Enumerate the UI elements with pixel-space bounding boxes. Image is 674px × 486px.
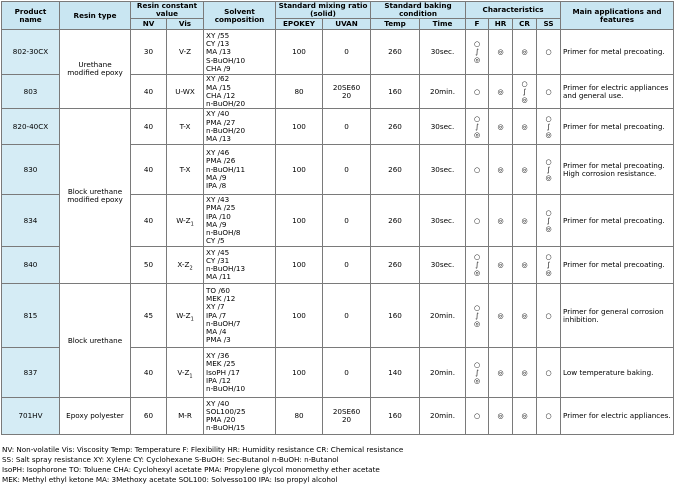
uvan-cell bbox=[323, 109, 371, 145]
rating-mark: ◎ bbox=[497, 122, 504, 131]
application-line: Primer for metal precoating. bbox=[563, 160, 665, 170]
f-rating-cell bbox=[466, 195, 489, 247]
f-rating-cell bbox=[466, 398, 489, 435]
solvent-line: XY /45 bbox=[206, 247, 230, 257]
resin-type-cell: Block urethane modified epoxy bbox=[60, 109, 131, 284]
solvent-line: MA /9 bbox=[206, 219, 227, 229]
solvent-line: MA /9 bbox=[206, 172, 227, 182]
solvent-line: IPA /12 bbox=[206, 375, 231, 385]
rating-mark: ○ bbox=[473, 165, 481, 174]
epokey-cell: 100 bbox=[276, 30, 323, 75]
application-cell bbox=[561, 109, 674, 145]
rating-mark: ○ bbox=[545, 368, 552, 377]
rating-mark: ○ bbox=[545, 48, 552, 57]
solvent-line: PMA /20 bbox=[206, 415, 236, 425]
solvent-cell bbox=[204, 30, 276, 75]
header-vis: Vis bbox=[167, 19, 204, 30]
header-solvent: Solvent composition bbox=[204, 2, 276, 30]
ss-rating-cell bbox=[537, 30, 561, 75]
temp-cell: 260 bbox=[371, 195, 420, 247]
time-cell: 30sec. bbox=[420, 247, 466, 284]
temp-cell: 160 bbox=[371, 398, 420, 435]
abbreviation-notes bbox=[2, 445, 403, 485]
rating-mark: ∫ bbox=[546, 261, 551, 270]
ss-rating-cell bbox=[537, 247, 561, 284]
solvent-line: n-BuOH/10 bbox=[206, 384, 246, 394]
rating-mark: ○ bbox=[521, 79, 528, 88]
rating-mark: ◎ bbox=[497, 165, 504, 174]
vis-cell bbox=[167, 109, 204, 145]
rating-mark: ◎ bbox=[497, 311, 504, 320]
ss-rating-cell bbox=[537, 75, 561, 109]
vis-value: M-R bbox=[178, 411, 192, 421]
solvent-line: n-BuOH/8 bbox=[206, 227, 241, 237]
rating-mark: ◎ bbox=[545, 130, 552, 139]
time-cell: 30sec. bbox=[420, 145, 466, 195]
application-line: Low temperature baking. bbox=[563, 367, 654, 377]
resin-type-cell: Urethane modified epoxy bbox=[60, 30, 131, 109]
solvent-line: MA /13 bbox=[206, 47, 231, 57]
temp-cell: 260 bbox=[371, 109, 420, 145]
cr-rating-cell bbox=[513, 75, 537, 109]
product-spec-table bbox=[1, 1, 674, 435]
vis-value: X-Z bbox=[177, 260, 190, 270]
uvan-line: 20 bbox=[341, 90, 352, 100]
solvent-line: XY /55 bbox=[206, 30, 230, 40]
hr-rating-cell bbox=[489, 247, 513, 284]
solvent-line: CY /5 bbox=[206, 236, 225, 246]
vis-cell bbox=[167, 348, 204, 398]
vis-cell bbox=[167, 398, 204, 435]
note-line: NV: Non-volatile Vis: Viscosity Temp: Temperature F: Flexibility HR: Humidity resistance CR: Chemical resistance bbox=[2, 445, 404, 454]
rating-mark: ○ bbox=[473, 412, 481, 421]
rating-mark: ◎ bbox=[521, 95, 528, 104]
header-ss: SS bbox=[537, 19, 561, 30]
application-cell bbox=[561, 145, 674, 195]
rating-mark: ○ bbox=[545, 412, 552, 421]
nv-cell: 40 bbox=[131, 145, 167, 195]
rating-mark: ◎ bbox=[473, 56, 481, 65]
vis-subscript: 2 bbox=[189, 265, 193, 272]
time-cell: 30sec. bbox=[420, 195, 466, 247]
rating-mark: ◎ bbox=[497, 261, 504, 270]
epokey-cell: 80 bbox=[276, 398, 323, 435]
hr-rating-cell bbox=[489, 75, 513, 109]
uvan-line: 0 bbox=[344, 367, 349, 377]
table-row bbox=[2, 398, 674, 435]
header-applications: Main applications and features bbox=[561, 2, 674, 30]
solvent-cell bbox=[204, 145, 276, 195]
vis-cell bbox=[167, 30, 204, 75]
rating-mark: ○ bbox=[473, 40, 481, 49]
f-rating-cell bbox=[466, 109, 489, 145]
uvan-line: 0 bbox=[344, 164, 349, 174]
application-cell bbox=[561, 75, 674, 109]
uvan-line: 0 bbox=[344, 47, 349, 57]
application-line: Primer for metal precoating. bbox=[563, 121, 665, 131]
time-cell: 20min. bbox=[420, 348, 466, 398]
application-line: Primer for general corrosion bbox=[563, 306, 664, 316]
rating-mark: ○ bbox=[473, 253, 481, 262]
epokey-cell: 100 bbox=[276, 284, 323, 348]
rating-mark: ◎ bbox=[497, 216, 504, 225]
solvent-line: XY /40 bbox=[206, 109, 230, 119]
vis-value: U-WX bbox=[175, 86, 195, 96]
header-resin-type: Resin type bbox=[60, 2, 131, 30]
vis-subscript: 1 bbox=[190, 316, 194, 323]
rating-mark: ◎ bbox=[473, 319, 481, 328]
uvan-line: 20SE60 bbox=[332, 407, 361, 417]
vis-value: W-Z bbox=[176, 310, 191, 320]
vis-value: W-Z bbox=[176, 215, 191, 225]
application-line: inhibition. bbox=[563, 314, 599, 324]
f-rating-cell bbox=[466, 145, 489, 195]
cr-rating-cell bbox=[513, 398, 537, 435]
uvan-line: 0 bbox=[344, 260, 349, 270]
solvent-line: n-BuOH/13 bbox=[206, 264, 246, 274]
rating-mark: ∫ bbox=[475, 368, 479, 377]
ss-rating-cell bbox=[537, 195, 561, 247]
uvan-line: 0 bbox=[344, 215, 349, 225]
product-name-cell: 803 bbox=[2, 75, 60, 109]
solvent-line: XY /36 bbox=[206, 351, 230, 361]
vis-subscript: 1 bbox=[189, 373, 193, 380]
solvent-line: IPA /10 bbox=[206, 211, 231, 221]
hr-rating-cell bbox=[489, 195, 513, 247]
epokey-cell: 80 bbox=[276, 75, 323, 109]
vis-cell bbox=[167, 145, 204, 195]
vis-cell bbox=[167, 75, 204, 109]
time-cell: 30sec. bbox=[420, 109, 466, 145]
application-line: and general use. bbox=[563, 90, 624, 100]
rating-mark: ○ bbox=[473, 360, 481, 369]
application-line: High corrosion resistance. bbox=[563, 168, 657, 178]
rating-mark: ◎ bbox=[521, 311, 528, 320]
cr-rating-cell bbox=[513, 145, 537, 195]
note-line: SS: Salt spray resistance XY: Xylene CY: Cyclohexane S-BuOH: Sec-Butanol n-BuOH: n-Butanol bbox=[2, 454, 339, 464]
application-cell bbox=[561, 284, 674, 348]
rating-mark: ◎ bbox=[473, 376, 481, 385]
solvent-line: PMA /3 bbox=[206, 335, 231, 345]
rating-mark: ◎ bbox=[521, 368, 528, 377]
vis-cell bbox=[167, 284, 204, 348]
header-epokey: EPOKEY bbox=[276, 19, 323, 30]
solvent-cell bbox=[204, 109, 276, 145]
rating-mark: ◎ bbox=[521, 216, 528, 225]
solvent-line: IPA /7 bbox=[206, 310, 227, 320]
application-line: Primer for metal precoating. bbox=[563, 215, 665, 225]
rating-mark: ◎ bbox=[521, 165, 528, 174]
rating-mark: ○ bbox=[545, 208, 552, 217]
solvent-line: XY /62 bbox=[206, 74, 230, 84]
header-product-name: Product name bbox=[2, 2, 60, 30]
solvent-line: PMA /25 bbox=[206, 203, 236, 213]
f-rating-cell bbox=[466, 75, 489, 109]
uvan-line: 20 bbox=[341, 415, 352, 425]
uvan-line: 20SE60 bbox=[332, 82, 361, 92]
rating-mark: ◎ bbox=[473, 130, 481, 139]
hr-rating-cell bbox=[489, 30, 513, 75]
table-body bbox=[2, 30, 674, 435]
solvent-line: PMA /26 bbox=[206, 156, 236, 166]
header-characteristics: Characteristics bbox=[466, 2, 561, 19]
solvent-line: n-BuOH/15 bbox=[206, 423, 246, 433]
f-rating-cell bbox=[466, 348, 489, 398]
uvan-cell bbox=[323, 398, 371, 435]
solvent-line: XY /46 bbox=[206, 148, 230, 158]
uvan-line: 0 bbox=[344, 121, 349, 131]
rating-mark: ∫ bbox=[546, 216, 551, 225]
header-time: Time bbox=[420, 19, 466, 30]
rating-mark: ○ bbox=[473, 114, 481, 123]
hr-rating-cell bbox=[489, 145, 513, 195]
table-row bbox=[2, 30, 674, 75]
temp-cell: 260 bbox=[371, 145, 420, 195]
nv-cell: 50 bbox=[131, 247, 167, 284]
rating-mark: ∫ bbox=[546, 165, 551, 174]
rating-mark: ○ bbox=[545, 311, 552, 320]
nv-cell: 40 bbox=[131, 109, 167, 145]
header-cr: CR bbox=[513, 19, 537, 30]
rating-mark: ○ bbox=[473, 216, 481, 225]
vis-value: T-X bbox=[179, 121, 191, 131]
solvent-line: XY /43 bbox=[206, 195, 230, 205]
uvan-cell bbox=[323, 145, 371, 195]
solvent-line: CY /13 bbox=[206, 39, 230, 49]
product-name-cell: 820-40CX bbox=[2, 109, 60, 145]
resin-type-cell: Block urethane bbox=[60, 284, 131, 398]
epokey-cell: 100 bbox=[276, 195, 323, 247]
solvent-line: S-BuOH/10 bbox=[206, 55, 246, 65]
application-cell bbox=[561, 398, 674, 435]
solvent-cell bbox=[204, 348, 276, 398]
solvent-line: n-BuOH/11 bbox=[206, 164, 246, 174]
application-line: Primer for electric appliances. bbox=[563, 411, 671, 421]
rating-mark: ◎ bbox=[497, 48, 504, 57]
header-hr: HR bbox=[489, 19, 513, 30]
cr-rating-cell bbox=[513, 348, 537, 398]
rating-mark: ∫ bbox=[475, 261, 479, 270]
solvent-line: n-BuOH/7 bbox=[206, 318, 241, 328]
f-rating-cell bbox=[466, 247, 489, 284]
rating-mark: ◎ bbox=[521, 412, 528, 421]
table-row bbox=[2, 109, 674, 145]
rating-mark: ○ bbox=[545, 87, 552, 96]
epokey-cell: 100 bbox=[276, 348, 323, 398]
rating-mark: ◎ bbox=[521, 122, 528, 131]
rating-mark: ◎ bbox=[521, 48, 528, 57]
vis-subscript: 1 bbox=[190, 221, 194, 228]
resin-type-cell: Epoxy polyester bbox=[60, 398, 131, 435]
header-row-1 bbox=[2, 2, 674, 19]
cr-rating-cell bbox=[513, 284, 537, 348]
uvan-cell bbox=[323, 195, 371, 247]
temp-cell: 140 bbox=[371, 348, 420, 398]
header-resin-constant: Resin constant value bbox=[131, 2, 204, 19]
solvent-line: IsoPH /17 bbox=[206, 367, 240, 377]
rating-mark: ◎ bbox=[545, 224, 552, 233]
uvan-cell bbox=[323, 348, 371, 398]
rating-mark: ○ bbox=[473, 303, 481, 312]
rating-mark: ◎ bbox=[545, 173, 552, 182]
epokey-cell: 100 bbox=[276, 109, 323, 145]
solvent-line: MA /15 bbox=[206, 82, 231, 92]
f-rating-cell bbox=[466, 284, 489, 348]
table-row bbox=[2, 284, 674, 348]
nv-cell: 40 bbox=[131, 195, 167, 247]
solvent-line: n-BuOH/20 bbox=[206, 125, 246, 135]
application-line: Primer for metal precoating. bbox=[563, 260, 665, 270]
solvent-line: MEK /25 bbox=[206, 359, 236, 369]
solvent-line: MEK /12 bbox=[206, 294, 236, 304]
uvan-cell bbox=[323, 247, 371, 284]
product-name-cell: 834 bbox=[2, 195, 60, 247]
solvent-line: MA /4 bbox=[206, 327, 227, 337]
cr-rating-cell bbox=[513, 247, 537, 284]
nv-cell: 40 bbox=[131, 348, 167, 398]
application-cell bbox=[561, 30, 674, 75]
rating-mark: ◎ bbox=[545, 269, 552, 278]
hr-rating-cell bbox=[489, 284, 513, 348]
ss-rating-cell bbox=[537, 284, 561, 348]
rating-mark: ∫ bbox=[475, 311, 479, 320]
rating-mark: ∫ bbox=[475, 48, 479, 57]
time-cell: 20min. bbox=[420, 75, 466, 109]
solvent-line: MA /13 bbox=[206, 133, 231, 143]
header-uvan: UVAN bbox=[323, 19, 371, 30]
rating-mark: ◎ bbox=[473, 269, 481, 278]
solvent-cell bbox=[204, 195, 276, 247]
rating-mark: ◎ bbox=[497, 412, 504, 421]
note-line: IsoPH: Isophorone TO: Toluene CHA: Cyclohexyl acetate PMA: Propylene glycol monomethy ether acetate bbox=[2, 464, 380, 474]
temp-cell: 160 bbox=[371, 284, 420, 348]
application-line: Primer for electric appliances bbox=[563, 82, 669, 92]
solvent-line: SOL100/25 bbox=[206, 407, 246, 417]
cr-rating-cell bbox=[513, 30, 537, 75]
epokey-cell: 100 bbox=[276, 247, 323, 284]
product-name-cell: 840 bbox=[2, 247, 60, 284]
solvent-cell bbox=[204, 75, 276, 109]
rating-mark: ◎ bbox=[497, 368, 504, 377]
uvan-cell bbox=[323, 75, 371, 109]
note-line: MEK: Methyl ethyl ketone MA: 3Methoxy acetate SOL100: Solvesso100 IPA: Iso propyl alcohol bbox=[2, 474, 338, 484]
hr-rating-cell bbox=[489, 109, 513, 145]
product-name-cell: 701HV bbox=[2, 398, 60, 435]
solvent-line: PMA /27 bbox=[206, 117, 236, 127]
product-name-cell: 837 bbox=[2, 348, 60, 398]
rating-mark: ∫ bbox=[522, 87, 527, 96]
solvent-line: n-BuOH/20 bbox=[206, 99, 246, 109]
rating-mark: ◎ bbox=[497, 87, 504, 96]
vis-value: V-Z bbox=[179, 47, 192, 57]
cr-rating-cell bbox=[513, 109, 537, 145]
hr-rating-cell bbox=[489, 348, 513, 398]
solvent-cell bbox=[204, 398, 276, 435]
nv-cell: 30 bbox=[131, 30, 167, 75]
temp-cell: 260 bbox=[371, 247, 420, 284]
ss-rating-cell bbox=[537, 145, 561, 195]
nv-cell: 40 bbox=[131, 75, 167, 109]
header-baking: Standard baking condition bbox=[371, 2, 466, 19]
hr-rating-cell bbox=[489, 398, 513, 435]
solvent-cell bbox=[204, 247, 276, 284]
solvent-line: CY /31 bbox=[206, 256, 230, 266]
vis-cell bbox=[167, 195, 204, 247]
solvent-line: XY /40 bbox=[206, 398, 230, 408]
header-mixing: Standard mixing ratio (solid) bbox=[276, 2, 371, 19]
rating-mark: ○ bbox=[473, 87, 481, 96]
product-name-cell: 830 bbox=[2, 145, 60, 195]
vis-value: T-X bbox=[179, 164, 191, 174]
time-cell: 20min. bbox=[420, 398, 466, 435]
ss-rating-cell bbox=[537, 109, 561, 145]
temp-cell: 160 bbox=[371, 75, 420, 109]
rating-mark: ∫ bbox=[475, 122, 479, 131]
nv-cell: 45 bbox=[131, 284, 167, 348]
rating-mark: ○ bbox=[545, 157, 552, 166]
header-temp: Temp bbox=[371, 19, 420, 30]
rating-mark: ∫ bbox=[546, 122, 551, 131]
header-f: F bbox=[466, 19, 489, 30]
product-name-cell: 815 bbox=[2, 284, 60, 348]
application-cell bbox=[561, 195, 674, 247]
header-nv: NV bbox=[131, 19, 167, 30]
epokey-cell: 100 bbox=[276, 145, 323, 195]
ss-rating-cell bbox=[537, 398, 561, 435]
rating-mark: ○ bbox=[545, 253, 552, 262]
rating-mark: ◎ bbox=[521, 261, 528, 270]
solvent-cell bbox=[204, 284, 276, 348]
solvent-line: CHA /12 bbox=[206, 90, 236, 100]
vis-cell bbox=[167, 247, 204, 284]
cr-rating-cell bbox=[513, 195, 537, 247]
nv-cell: 60 bbox=[131, 398, 167, 435]
rating-mark: ○ bbox=[545, 114, 552, 123]
solvent-line: CHA /9 bbox=[206, 63, 231, 73]
uvan-line: 0 bbox=[344, 310, 349, 320]
uvan-cell bbox=[323, 30, 371, 75]
uvan-cell bbox=[323, 284, 371, 348]
vis-value: V-Z bbox=[177, 367, 190, 377]
application-cell bbox=[561, 348, 674, 398]
solvent-line: XY /7 bbox=[206, 302, 225, 312]
temp-cell: 260 bbox=[371, 30, 420, 75]
solvent-line: MA /11 bbox=[206, 272, 231, 282]
time-cell: 20min. bbox=[420, 284, 466, 348]
solvent-line: IPA /8 bbox=[206, 181, 227, 191]
application-line: Primer for metal precoating. bbox=[563, 47, 665, 57]
time-cell: 30sec. bbox=[420, 30, 466, 75]
f-rating-cell bbox=[466, 30, 489, 75]
solvent-line: TO /60 bbox=[206, 286, 230, 295]
ss-rating-cell bbox=[537, 348, 561, 398]
product-name-cell: 802-30CX bbox=[2, 30, 60, 75]
application-cell bbox=[561, 247, 674, 284]
